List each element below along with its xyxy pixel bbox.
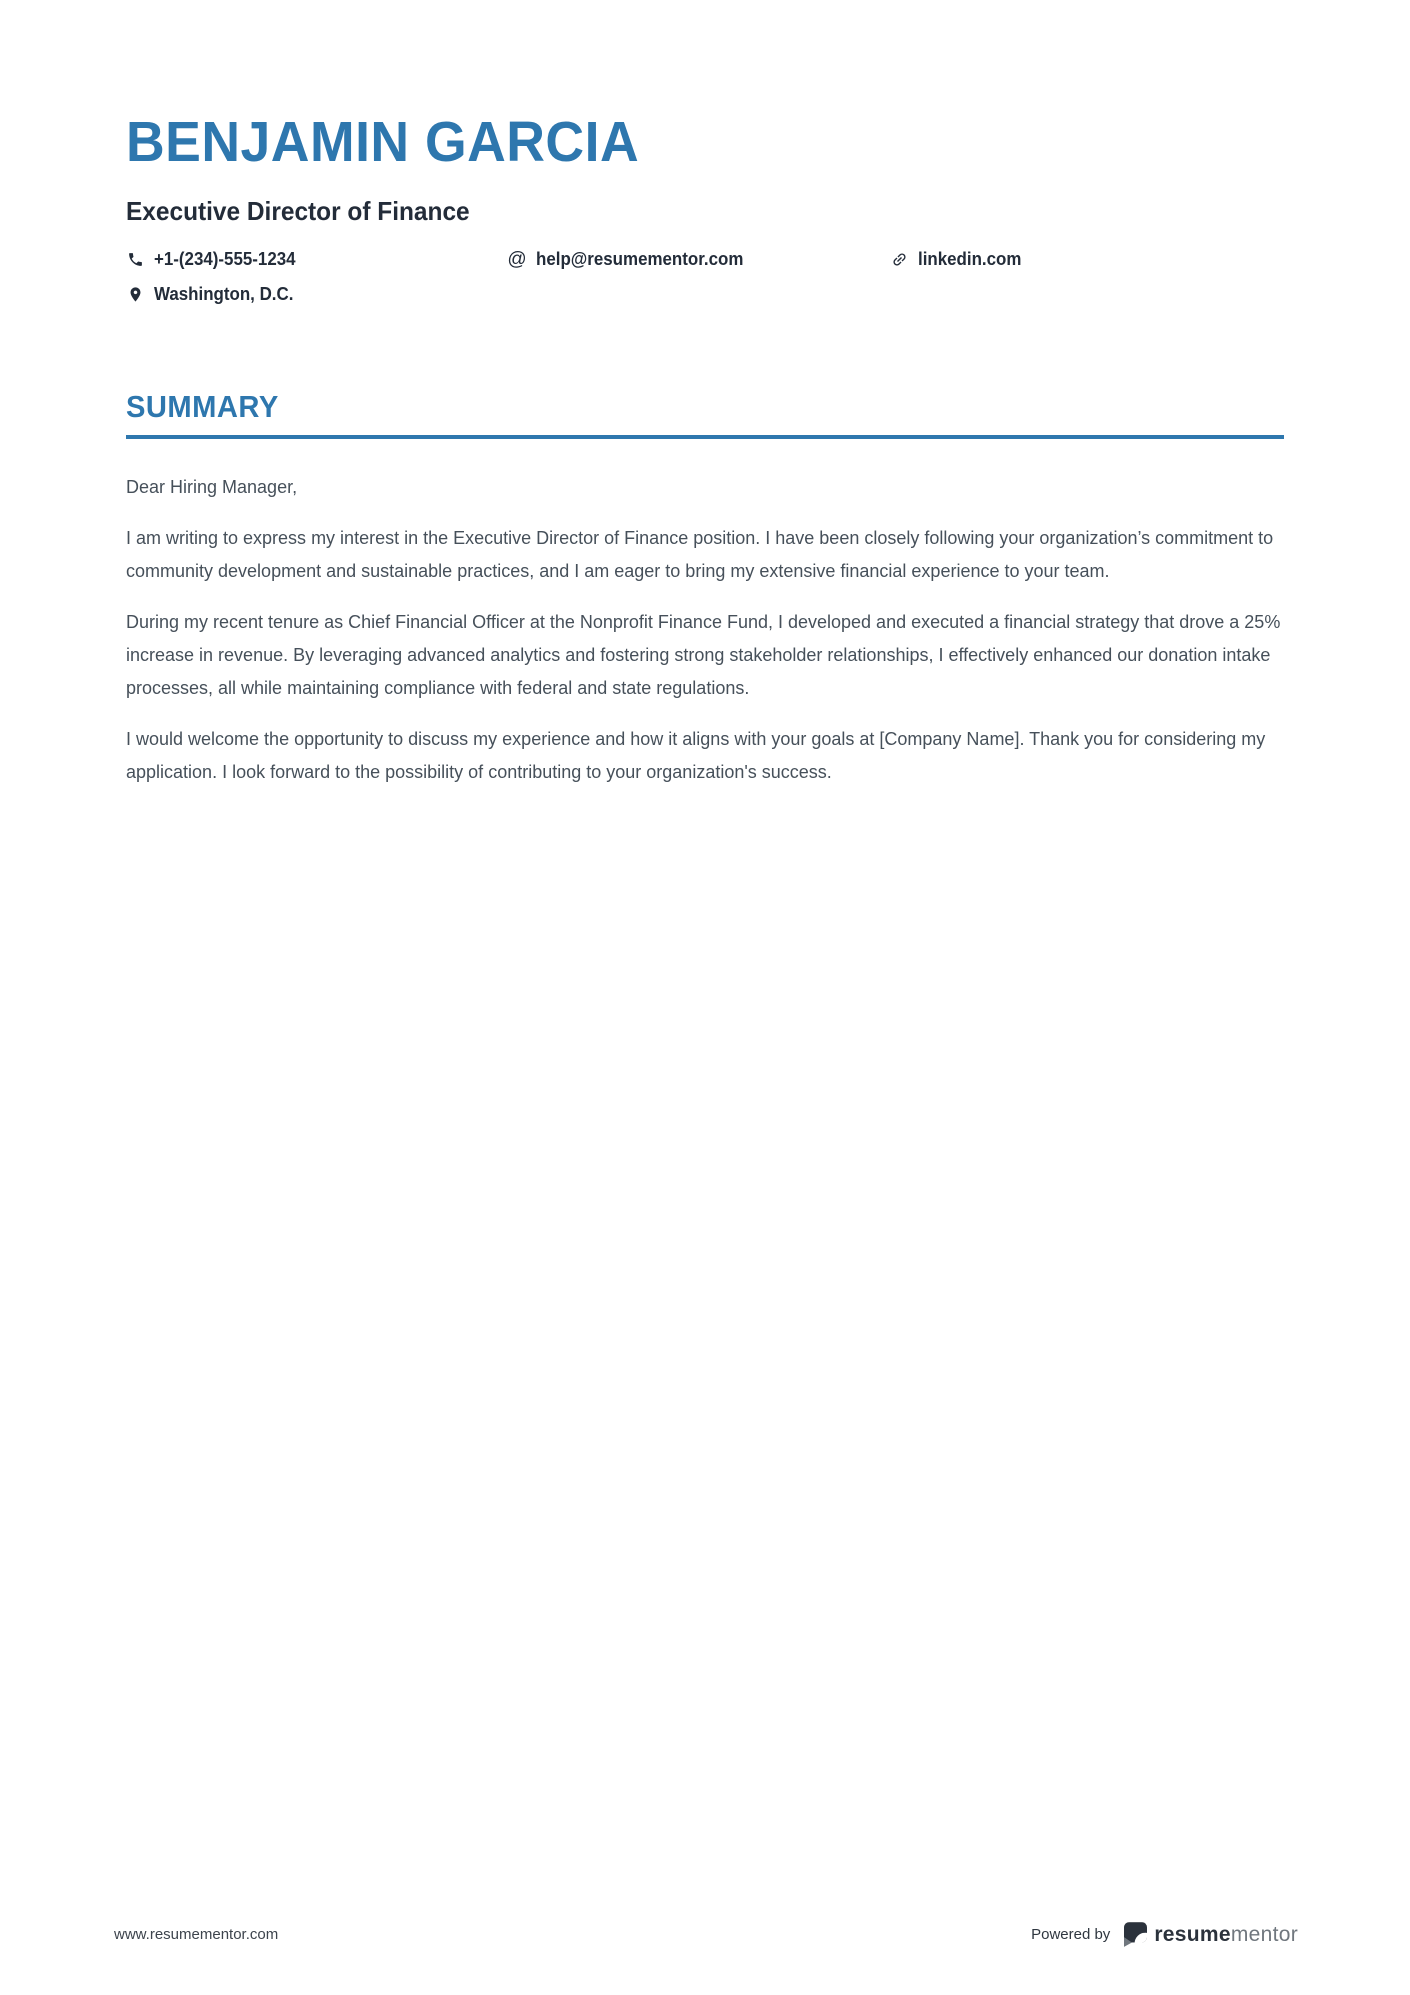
contact-phone[interactable]	[126, 249, 508, 270]
summary-section	[126, 389, 1284, 789]
resumementor-logo[interactable]	[1124, 1922, 1298, 1947]
resumementor-logo-icon	[1124, 1922, 1147, 1947]
person-name: BENJAMIN GARCIA	[126, 110, 640, 174]
footer-website-link[interactable]: www.resumementor.com	[114, 1926, 279, 1943]
contact-email[interactable]	[508, 249, 890, 270]
page-footer	[114, 1922, 1298, 1947]
contact-phone-value: +1-(234)-555-1234	[154, 249, 296, 269]
salutation: Dear Hiring Manager,	[126, 477, 298, 497]
contact-email-value: help@resumementor.com	[536, 249, 744, 269]
summary-heading: SUMMARY	[126, 389, 279, 424]
summary-paragraph: I would welcome the opportunity to discuss my experience and how it aligns with your goals at [Company Name]. Thank you for considering my application. I look forward to the possibility of contributing to your organization's success.	[126, 729, 1266, 782]
summary-paragraph: During my recent tenure as Chief Financial Officer at the Nonprofit Finance Fund, I developed and executed a financial strategy that drove a 25% increase in revenue. By leveraging advanced analytics and fostering strong stakeholder relationships, I effectively enhanced our donation intake processes, all while maintaining compliance with federal and state regulations.	[126, 612, 1281, 698]
contact-location-value: Washington, D.C.	[154, 284, 294, 304]
summary-paragraph: I am writing to express my interest in the Executive Director of Finance position. I have been closely following your organization’s commitment to community development and sustainable practices, and I am eager to bring my extensive financial experience to your team.	[126, 528, 1274, 581]
location-pin-icon	[126, 286, 144, 304]
contact-link-value: linkedin.com	[918, 249, 1022, 269]
resumementor-logo-text: resumementor	[1154, 1923, 1298, 1946]
contact-info	[126, 249, 1284, 305]
contact-link[interactable]	[890, 249, 1284, 270]
powered-by-label: Powered by	[1031, 1926, 1111, 1943]
link-icon	[890, 251, 908, 269]
job-title: Executive Director of Finance	[126, 196, 470, 226]
phone-icon	[126, 251, 144, 269]
section-divider	[126, 435, 1284, 439]
at-icon: @	[507, 249, 527, 270]
contact-location	[126, 284, 508, 305]
footer-branding	[1031, 1922, 1298, 1947]
page-content	[0, 0, 1410, 789]
